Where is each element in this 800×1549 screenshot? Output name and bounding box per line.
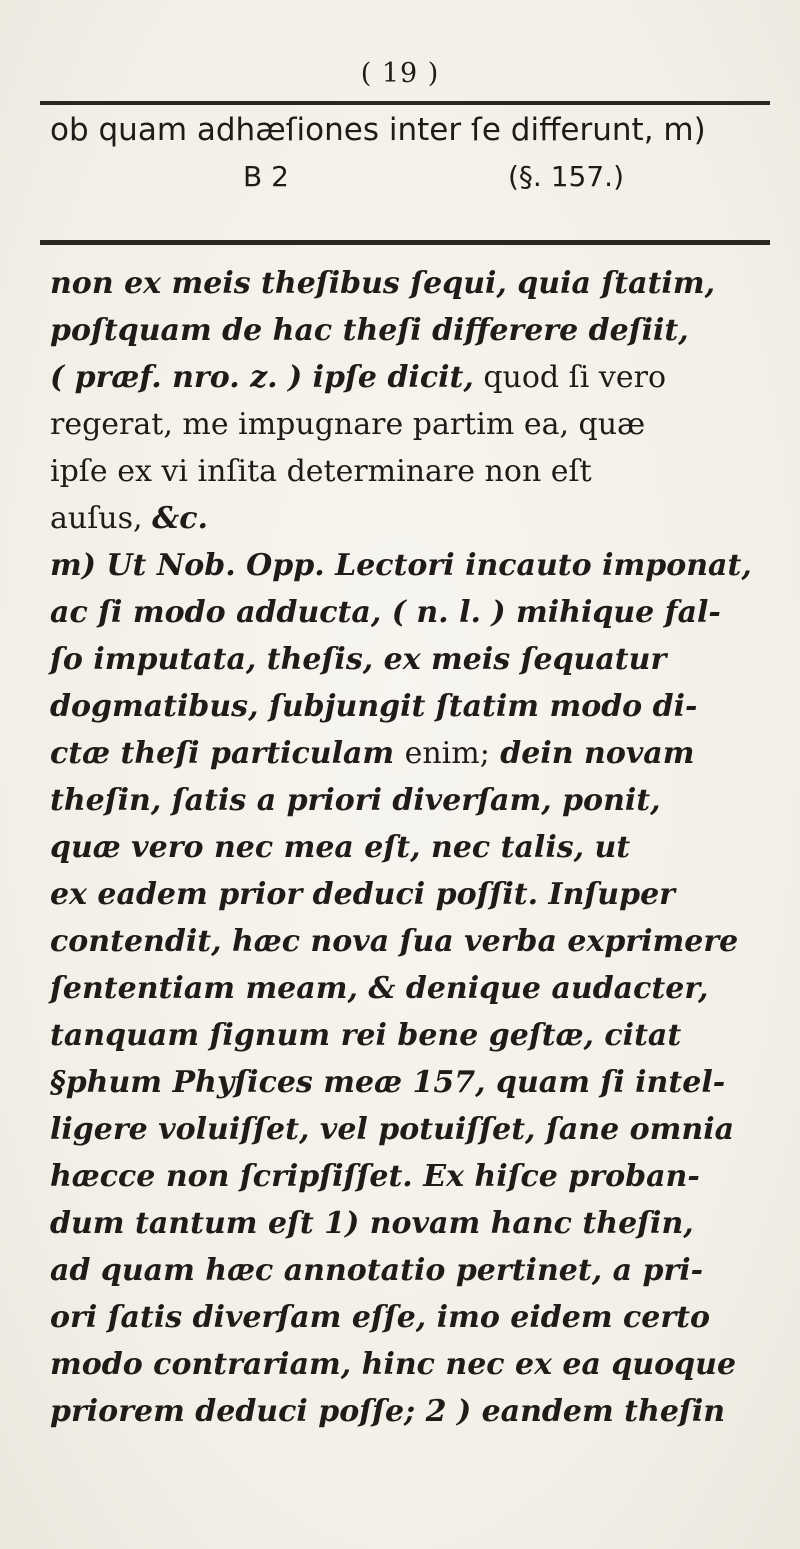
italic-text: modo contrariam, hinc nec ex ea quoque — [50, 1347, 737, 1382]
header-rule — [40, 101, 770, 105]
italic-text: hæcce non ſcripſiſſet. Ex hiſce proban- — [50, 1159, 700, 1194]
italic-text: dogmatibus, ſubjungit ſtatim modo di- — [50, 689, 698, 724]
italic-text: ac ſi modo adducta, ( n. l. ) mihique fal- — [50, 595, 721, 630]
text-line — [50, 542, 775, 589]
text-line — [50, 401, 775, 448]
roman-text: enim; — [404, 736, 490, 771]
continuation-line: ob quam adhæſiones inter ſe differunt, m) — [50, 112, 706, 148]
italic-text: ligere voluiſſet, vel potuiſſet, ſane omnia — [50, 1112, 735, 1147]
italic-text: dein novam — [489, 736, 695, 771]
text-line — [50, 965, 775, 1012]
text-line — [50, 1247, 775, 1294]
text-line — [50, 777, 775, 824]
text-line — [50, 1200, 775, 1247]
text-line — [50, 1341, 775, 1388]
italic-text: poſtquam de hac theſi differere deſiit, — [50, 313, 689, 348]
italic-text: ad quam hæc annotatio pertinet, a pri- — [50, 1253, 704, 1288]
section-reference: (§. 157.) — [508, 160, 624, 193]
roman-text: auſus, — [50, 501, 153, 536]
text-line — [50, 1012, 775, 1059]
text-line — [50, 1294, 775, 1341]
text-line — [50, 871, 775, 918]
text-line — [50, 354, 775, 401]
italic-text: ctæ theſi particulam — [50, 736, 405, 771]
text-line — [50, 683, 775, 730]
italic-text: ſo imputata, theſis, ex meis ſequatur — [50, 642, 667, 677]
italic-text: non ex meis theſibus ſequi, quia ſtatim, — [50, 266, 716, 301]
text-line — [50, 589, 775, 636]
text-line — [50, 824, 775, 871]
italic-text: ſententiam meam, & denique audacter, — [50, 971, 709, 1006]
italic-text: ex eadem prior deduci poſſit. Inſuper — [50, 877, 675, 912]
text-line — [50, 1106, 775, 1153]
signature-mark: B 2 — [243, 160, 289, 193]
italic-text: ( præf. nro. z. ) ipſe dicit, — [50, 360, 474, 395]
text-line — [50, 260, 775, 307]
italic-text: tanquam ſignum rei bene geſtæ, citat — [50, 1018, 682, 1053]
roman-text: ipſe ex vi inſita determinare non eſt — [50, 454, 592, 489]
text-line — [50, 918, 775, 965]
text-line — [50, 495, 775, 542]
italic-text: priorem deduci poſſe; 2 ) eandem theſin — [50, 1394, 726, 1429]
italic-text: dum tantum eſt 1) novam hanc theſin, — [50, 1206, 694, 1241]
text-line — [50, 636, 775, 683]
italic-text: m) Ut Nob. Opp. Lectori incauto imponat, — [50, 548, 752, 583]
italic-text: contendit, hæc nova ſua verba exprimere — [50, 924, 739, 959]
roman-text: regerat, me impugnare partim ea, quæ — [50, 407, 646, 442]
italic-text: &c. — [152, 501, 208, 536]
text-line — [50, 307, 775, 354]
text-line — [50, 448, 775, 495]
italic-text: theſin, ſatis a priori diverſam, ponit, — [50, 783, 661, 818]
italic-text: quæ vero nec mea eſt, nec talis, ut — [50, 830, 631, 865]
text-line — [50, 1059, 775, 1106]
italic-text: ori ſatis diverſam eſſe, imo eidem certo — [50, 1300, 711, 1335]
italic-text: §phum Phyſices meæ 157, quam ſi intel- — [50, 1065, 726, 1100]
roman-text: quod ſi vero — [473, 360, 666, 395]
text-line — [50, 1153, 775, 1200]
text-line — [50, 730, 775, 777]
footnote-rule — [40, 240, 770, 245]
footnote-body — [50, 260, 775, 1435]
text-line — [50, 1388, 775, 1435]
page-header: ( 19 ) — [360, 58, 440, 89]
